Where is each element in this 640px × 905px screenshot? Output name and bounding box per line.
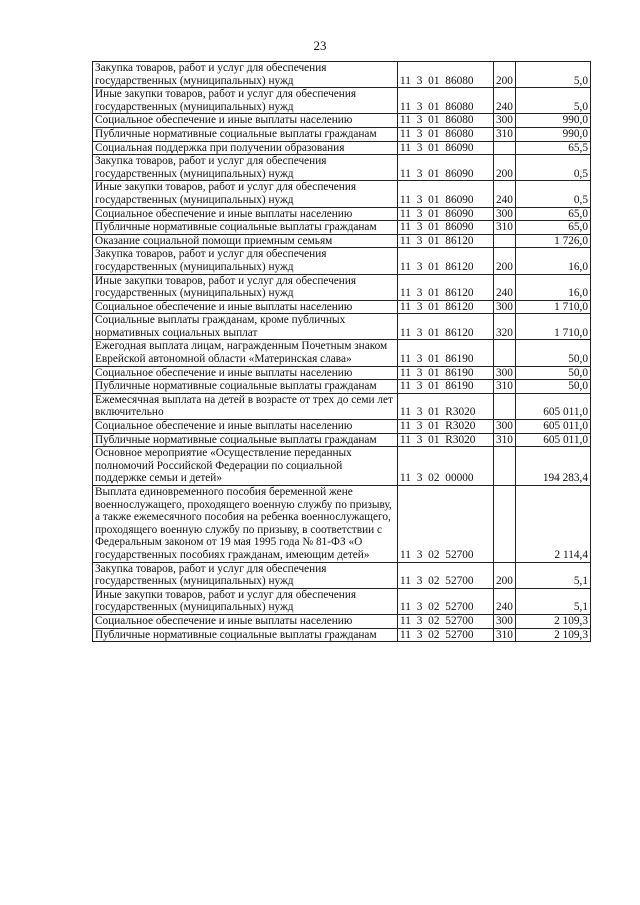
row-code-cell: 11 3 01 86080	[398, 127, 494, 141]
table-row	[93, 314, 591, 340]
row-kind-cell: 310	[494, 380, 516, 394]
row-name-cell: Иные закупки товаров, работ и услуг для обеспечения государственных (муниципальных) нужд	[93, 181, 398, 207]
page-number: 23	[313, 38, 327, 53]
table-row	[93, 207, 591, 221]
row-name-cell: Иные закупки товаров, работ и услуг для обеспечения государственных (муниципальных) нужд	[93, 588, 398, 614]
row-name-cell: Социальное обеспечение и иные выплаты населению	[93, 114, 398, 128]
row-kind-cell: 300	[494, 207, 516, 221]
row-name-cell: Социальное обеспечение и иные выплаты населению	[93, 420, 398, 434]
row-amount-cell: 5,0	[516, 62, 591, 88]
row-amount-cell: 990,0	[516, 114, 591, 128]
row-name-cell: Иные закупки товаров, работ и услуг для обеспечения государственных (муниципальных) нужд	[93, 88, 398, 114]
row-name-cell: Закупка товаров, работ и услуг для обеспечения государственных (муниципальных) нужд	[93, 248, 398, 274]
row-name-cell: Социальное обеспечение и иные выплаты населению	[93, 614, 398, 628]
row-amount-cell: 2 109,3	[516, 614, 591, 628]
row-code-cell: 11 3 01 86090	[398, 221, 494, 235]
row-code-cell: 11 3 01 86080	[398, 62, 494, 88]
row-kind-cell: 310	[494, 433, 516, 447]
table-row	[93, 114, 591, 128]
row-amount-cell: 65,5	[516, 141, 591, 155]
row-amount-cell: 0,5	[516, 155, 591, 181]
row-code-cell: 11 3 01 86120	[398, 274, 494, 300]
row-amount-cell: 5,1	[516, 588, 591, 614]
row-amount-cell: 990,0	[516, 127, 591, 141]
row-amount-cell: 50,0	[516, 340, 591, 366]
table-row	[93, 248, 591, 274]
row-name-cell: Социальная поддержка при получении образования	[93, 141, 398, 155]
row-kind-cell: 240	[494, 181, 516, 207]
row-name-cell: Закупка товаров, работ и услуг для обеспечения государственных (муниципальных) нужд	[93, 155, 398, 181]
row-amount-cell: 65,0	[516, 207, 591, 221]
row-kind-cell: 300	[494, 366, 516, 380]
table-row	[93, 562, 591, 588]
row-amount-cell: 50,0	[516, 366, 591, 380]
table-row	[93, 155, 591, 181]
row-name-cell: Ежемесячная выплата на детей в возрасте от трех до семи лет включительно	[93, 393, 398, 419]
table-row	[93, 62, 591, 88]
row-code-cell: 11 3 02 52700	[398, 588, 494, 614]
row-amount-cell: 2 109,3	[516, 628, 591, 642]
table-row	[93, 380, 591, 394]
row-kind-cell	[494, 234, 516, 248]
table-row	[93, 393, 591, 419]
table-row	[93, 614, 591, 628]
row-name-cell: Ежегодная выплата лицам, награжденным Почетным знаком Еврейской автономной области «Материнская слава»	[93, 340, 398, 366]
row-code-cell: 11 3 02 52700	[398, 486, 494, 563]
table-row	[93, 628, 591, 642]
row-kind-cell: 300	[494, 114, 516, 128]
row-code-cell: 11 3 01 86190	[398, 366, 494, 380]
row-name-cell: Закупка товаров, работ и услуг для обеспечения государственных (муниципальных) нужд	[93, 562, 398, 588]
row-code-cell: 11 3 01 86120	[398, 248, 494, 274]
row-kind-cell: 200	[494, 155, 516, 181]
row-kind-cell	[494, 486, 516, 563]
row-amount-cell: 2 114,4	[516, 486, 591, 563]
row-kind-cell: 300	[494, 300, 516, 314]
row-kind-cell	[494, 393, 516, 419]
row-name-cell: Выплата единовременного пособия беременной жене военнослужащего, проходящего военную службу по призыву, а также ежемесячного пособия на ребенка военнослужащего, проходящего военную службу по призыву, в соответствии с Федеральным законом от 19 мая 1995 года № 81-ФЗ «О государственных пособиях гражданам, имеющим детей»	[93, 486, 398, 563]
row-kind-cell	[494, 141, 516, 155]
row-amount-cell: 5,1	[516, 562, 591, 588]
row-name-cell: Публичные нормативные социальные выплаты гражданам	[93, 380, 398, 394]
row-amount-cell: 0,5	[516, 181, 591, 207]
row-code-cell: 11 3 01 R3020	[398, 393, 494, 419]
row-kind-cell: 300	[494, 420, 516, 434]
row-amount-cell: 5,0	[516, 88, 591, 114]
row-amount-cell: 194 283,4	[516, 447, 591, 486]
row-name-cell: Закупка товаров, работ и услуг для обеспечения государственных (муниципальных) нужд	[93, 62, 398, 88]
row-code-cell: 11 3 01 86120	[398, 314, 494, 340]
row-amount-cell: 605 011,0	[516, 420, 591, 434]
row-amount-cell: 50,0	[516, 380, 591, 394]
budget-table-body	[93, 62, 591, 642]
row-amount-cell: 1 726,0	[516, 234, 591, 248]
table-row	[93, 141, 591, 155]
row-code-cell: 11 3 01 86080	[398, 88, 494, 114]
row-code-cell: 11 3 01 86120	[398, 300, 494, 314]
row-amount-cell: 65,0	[516, 221, 591, 235]
row-name-cell: Социальное обеспечение и иные выплаты населению	[93, 300, 398, 314]
table-row	[93, 234, 591, 248]
row-amount-cell: 16,0	[516, 248, 591, 274]
row-amount-cell: 1 710,0	[516, 300, 591, 314]
row-code-cell: 11 3 01 86190	[398, 340, 494, 366]
table-row	[93, 366, 591, 380]
row-name-cell: Основное мероприятие «Осуществление переданных полномочий Российской Федерации по социальной поддержке семьи и детей»	[93, 447, 398, 486]
row-kind-cell: 240	[494, 88, 516, 114]
table-row	[93, 127, 591, 141]
row-amount-cell: 605 011,0	[516, 393, 591, 419]
row-kind-cell: 240	[494, 274, 516, 300]
row-kind-cell: 200	[494, 248, 516, 274]
row-name-cell: Публичные нормативные социальные выплаты гражданам	[93, 127, 398, 141]
table-row	[93, 433, 591, 447]
row-name-cell: Публичные нормативные социальные выплаты гражданам	[93, 221, 398, 235]
table-row	[93, 486, 591, 563]
row-amount-cell: 605 011,0	[516, 433, 591, 447]
table-row	[93, 88, 591, 114]
row-code-cell: 11 3 01 86090	[398, 155, 494, 181]
row-code-cell: 11 3 01 86090	[398, 141, 494, 155]
row-kind-cell: 200	[494, 62, 516, 88]
row-code-cell: 11 3 01 86190	[398, 380, 494, 394]
table-row	[93, 447, 591, 486]
table-row	[93, 420, 591, 434]
row-kind-cell: 200	[494, 562, 516, 588]
row-code-cell: 11 3 02 52700	[398, 562, 494, 588]
row-kind-cell: 320	[494, 314, 516, 340]
row-code-cell: 11 3 01 86090	[398, 207, 494, 221]
budget-table	[92, 61, 591, 642]
row-name-cell: Социальные выплаты гражданам, кроме публичных нормативных социальных выплат	[93, 314, 398, 340]
table-row	[93, 340, 591, 366]
row-kind-cell: 300	[494, 614, 516, 628]
row-name-cell: Публичные нормативные социальные выплаты гражданам	[93, 628, 398, 642]
row-code-cell: 11 3 01 R3020	[398, 433, 494, 447]
row-amount-cell: 16,0	[516, 274, 591, 300]
row-name-cell: Социальное обеспечение и иные выплаты населению	[93, 207, 398, 221]
row-code-cell: 11 3 01 86080	[398, 114, 494, 128]
table-row	[93, 181, 591, 207]
row-kind-cell: 310	[494, 628, 516, 642]
row-name-cell: Социальное обеспечение и иные выплаты населению	[93, 366, 398, 380]
row-kind-cell	[494, 340, 516, 366]
table-row	[93, 274, 591, 300]
row-code-cell: 11 3 02 52700	[398, 628, 494, 642]
row-code-cell: 11 3 02 00000	[398, 447, 494, 486]
row-code-cell: 11 3 02 52700	[398, 614, 494, 628]
table-row	[93, 300, 591, 314]
row-name-cell: Публичные нормативные социальные выплаты гражданам	[93, 433, 398, 447]
row-kind-cell	[494, 447, 516, 486]
row-name-cell: Иные закупки товаров, работ и услуг для обеспечения государственных (муниципальных) нужд	[93, 274, 398, 300]
table-row	[93, 588, 591, 614]
row-name-cell: Оказание социальной помощи приемным семьям	[93, 234, 398, 248]
row-code-cell: 11 3 01 R3020	[398, 420, 494, 434]
row-kind-cell: 310	[494, 221, 516, 235]
row-amount-cell: 1 710,0	[516, 314, 591, 340]
row-code-cell: 11 3 01 86120	[398, 234, 494, 248]
row-kind-cell: 240	[494, 588, 516, 614]
row-code-cell: 11 3 01 86090	[398, 181, 494, 207]
row-kind-cell: 310	[494, 127, 516, 141]
table-row	[93, 221, 591, 235]
